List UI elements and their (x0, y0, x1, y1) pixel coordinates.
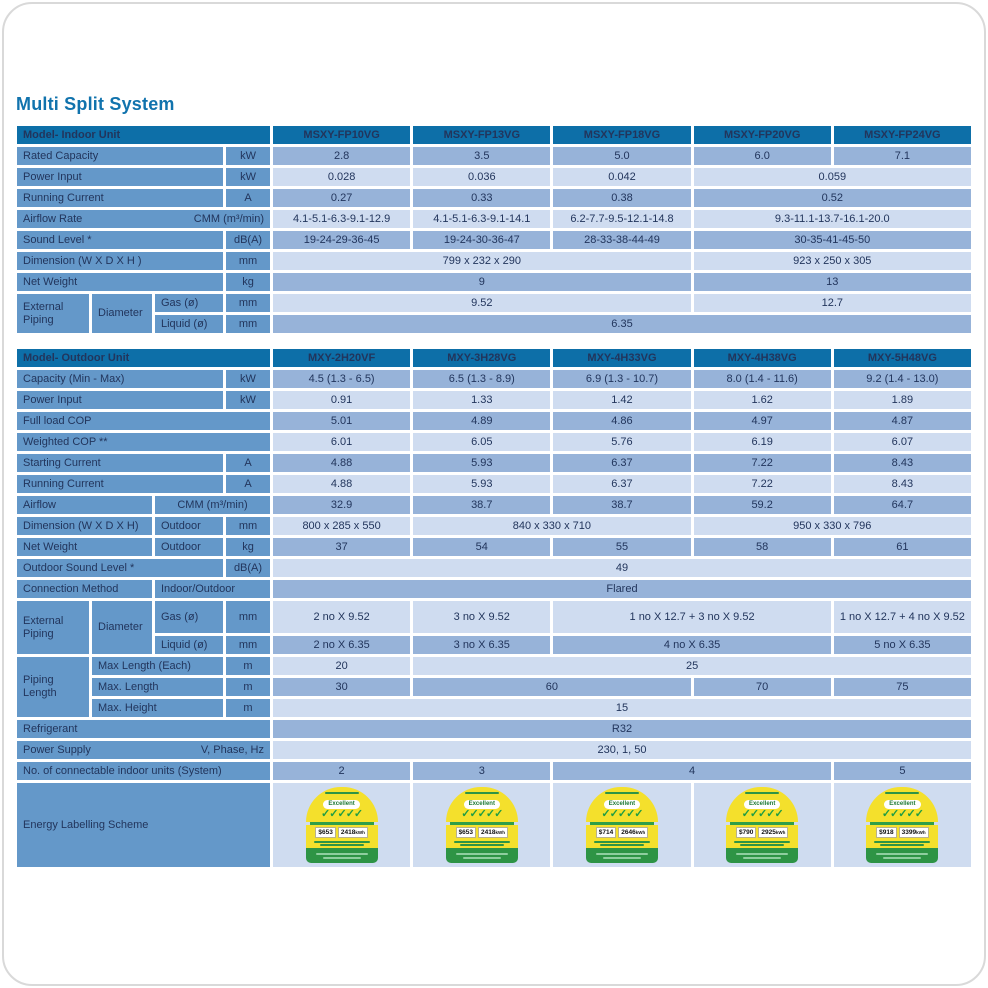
row-sublabel: Max. Height (92, 699, 223, 717)
annual-consumption (618, 827, 648, 838)
table-row (17, 601, 971, 633)
value-cell: 9.3-11.1-13.7-16.1-20.0 (694, 210, 971, 228)
row-label-text: Power Supply (23, 743, 91, 756)
value-cell: 7.1 (834, 147, 971, 165)
table-row (17, 678, 971, 696)
value-cell: 799 x 232 x 290 (273, 252, 691, 270)
value-cell: 5.0 (553, 147, 690, 165)
row-label: Net Weight (17, 273, 223, 291)
badge-values (866, 825, 938, 839)
value-cell: 30 (273, 678, 410, 696)
value-cell: 6.37 (553, 475, 690, 493)
value-cell: 5 no X 6.35 (834, 636, 971, 654)
outdoor-unit-table (14, 346, 974, 870)
row-label: Dimension (W X D X H) (17, 517, 152, 535)
value-cell: 37 (273, 538, 410, 556)
unit-label: V, Phase, Hz (200, 743, 264, 756)
value-cell: 4.1-5.1-6.3-9.1-12.9 (273, 210, 410, 228)
value-cell: 0.27 (273, 189, 410, 207)
table-row (17, 538, 971, 556)
badge-fine-print (306, 839, 378, 848)
value-cell: 1.62 (694, 391, 831, 409)
value-cell: 6.05 (413, 433, 550, 451)
value-cell: 8.0 (1.4 - 11.6) (694, 370, 831, 388)
table-row (17, 475, 971, 493)
value-cell: 64.7 (834, 496, 971, 514)
unit-label: dB(A) (226, 231, 270, 249)
column-header-model: MSXY-FP10VG (273, 126, 410, 144)
unit-label: mm (226, 294, 270, 312)
table-row (17, 657, 971, 675)
value-cell: 9.2 (1.4 - 13.0) (834, 370, 971, 388)
row-sublabel: Liquid (ø) (155, 315, 223, 333)
row-label: Power Input (17, 168, 223, 186)
value-cell: 6.9 (1.3 - 10.7) (553, 370, 690, 388)
row-sublabel: Diameter (92, 294, 152, 333)
value-cell: 4.89 (413, 412, 550, 430)
energy-ticks: ✓✓✓✓✓ (601, 807, 643, 820)
value-cell: 0.33 (413, 189, 550, 207)
table-row (17, 580, 971, 598)
value-cell: 7.22 (694, 454, 831, 472)
value-cell: 58 (694, 538, 831, 556)
value-cell: 0.38 (553, 189, 690, 207)
annual-consumption (478, 827, 508, 838)
value-cell: 4.1-5.1-6.3-9.1-14.1 (413, 210, 550, 228)
value-cell: 6.19 (694, 433, 831, 451)
value-cell: 3 no X 9.52 (413, 601, 550, 633)
value-cell: 4.97 (694, 412, 831, 430)
value-cell: 1.42 (553, 391, 690, 409)
badge-fine-print (726, 839, 798, 848)
value-cell: 8.43 (834, 475, 971, 493)
unit-label: CMM (m³/min) (155, 496, 270, 514)
unit-label: kg (226, 273, 270, 291)
column-header-model: MXY-3H28VG (413, 349, 550, 367)
unit-label: m (226, 678, 270, 696)
value-cell: 5.01 (273, 412, 410, 430)
value-cell: 38.7 (553, 496, 690, 514)
badge-fine-print (885, 792, 919, 794)
table-header-row (17, 126, 971, 144)
row-label: Outdoor Sound Level * (17, 559, 223, 577)
table-row (17, 762, 971, 780)
value-cell: 59.2 (694, 496, 831, 514)
badge-fine-print (605, 792, 639, 794)
value-cell: 38.7 (413, 496, 550, 514)
energy-ticks: ✓✓✓✓✓ (461, 807, 503, 820)
annual-consumption (758, 827, 788, 838)
row-label: Refrigerant (17, 720, 270, 738)
value-cell (413, 783, 550, 867)
unit-label: kW (226, 391, 270, 409)
energy-rating-text: Excellent (744, 800, 780, 809)
table-row (17, 433, 971, 451)
row-sublabel: Max Length (Each) (92, 657, 223, 675)
badge-dome (446, 787, 518, 821)
row-sublabel: Indoor/Outdoor (155, 580, 270, 598)
kwh-unit: kWh (916, 829, 926, 835)
value-cell: 54 (413, 538, 550, 556)
energy-label-badge (726, 787, 798, 862)
unit-label: CMM (m³/min) (193, 212, 265, 225)
row-label: Weighted COP ** (17, 433, 270, 451)
value-cell: 1.89 (834, 391, 971, 409)
energy-label-badge (866, 787, 938, 862)
spec-sheet (14, 94, 974, 880)
badge-footer (726, 848, 798, 863)
row-label: Connection Method (17, 580, 152, 598)
value-cell: 12.7 (694, 294, 971, 312)
badge-fine-print (465, 792, 499, 794)
row-label: Sound Level * (17, 231, 223, 249)
value-cell: 4 (553, 762, 830, 780)
value-cell: Flared (273, 580, 971, 598)
column-header-model: MSXY-FP13VG (413, 126, 550, 144)
table-row (17, 783, 971, 867)
energy-ticks: ✓✓✓✓✓ (321, 807, 363, 820)
value-cell: 6.01 (273, 433, 410, 451)
value-cell (273, 783, 410, 867)
value-cell: 3 no X 6.35 (413, 636, 550, 654)
unit-label: mm (226, 315, 270, 333)
table-row (17, 454, 971, 472)
unit-label: m (226, 699, 270, 717)
row-label: No. of connectable indoor units (System) (17, 762, 270, 780)
table-title: Model- Outdoor Unit (17, 349, 270, 367)
badge-dome (866, 787, 938, 821)
energy-label-badge (306, 787, 378, 862)
badge-fine-print (446, 839, 518, 848)
value-cell: 4.87 (834, 412, 971, 430)
kwh-unit: kWh (495, 829, 505, 835)
table-row (17, 315, 971, 333)
column-header-model: MXY-5H48VG (834, 349, 971, 367)
value-cell: 8.43 (834, 454, 971, 472)
value-cell: 923 x 250 x 305 (694, 252, 971, 270)
value-cell: 2 (273, 762, 410, 780)
row-label: Running Current (17, 475, 223, 493)
value-cell: 4 no X 6.35 (553, 636, 830, 654)
value-cell: 61 (834, 538, 971, 556)
row-label: Full load COP (17, 412, 270, 430)
row-label: Starting Current (17, 454, 223, 472)
energy-label-badge (446, 787, 518, 862)
row-label: Dimension (W X D X H ) (17, 252, 223, 270)
table-row (17, 720, 971, 738)
column-header-model: MXY-2H20VF (273, 349, 410, 367)
badge-values (306, 825, 378, 839)
column-header-model: MXY-4H33VG (553, 349, 690, 367)
badge-values (586, 825, 658, 839)
row-sublabel: Diameter (92, 601, 152, 654)
kwh-unit: kWh (355, 829, 365, 835)
table-row (17, 636, 971, 654)
energy-rating-text: Excellent (884, 800, 920, 809)
unit-label: mm (226, 601, 270, 633)
value-cell: 6.2-7.7-9.5-12.1-14.8 (553, 210, 690, 228)
value-cell: 5.93 (413, 454, 550, 472)
indoor-unit-table (14, 123, 974, 336)
energy-rating-text: Excellent (323, 800, 359, 809)
value-cell: 0.036 (413, 168, 550, 186)
value-cell: 5 (834, 762, 971, 780)
value-cell: 6.35 (273, 315, 971, 333)
kwh-unit: kWh (775, 829, 786, 835)
value-cell: 13 (694, 273, 971, 291)
energy-ticks: ✓✓✓✓✓ (741, 807, 783, 820)
row-label: Energy Labelling Scheme (17, 783, 270, 867)
table-header-row (17, 349, 971, 367)
row-label: Net Weight (17, 538, 152, 556)
value-cell: 7.22 (694, 475, 831, 493)
value-cell: 230, 1, 50 (273, 741, 971, 759)
annual-cost: $714 (596, 827, 616, 838)
value-cell: 9 (273, 273, 691, 291)
value-cell: 30-35-41-45-50 (694, 231, 971, 249)
row-sublabel: Gas (ø) (155, 294, 223, 312)
energy-label-badge (586, 787, 658, 862)
value-cell: 6.07 (834, 433, 971, 451)
unit-label: A (226, 475, 270, 493)
row-sublabel: Max. Length (92, 678, 223, 696)
value-cell: 840 x 330 x 710 (413, 517, 690, 535)
table-row (17, 559, 971, 577)
annual-cost: $653 (456, 827, 476, 838)
row-label (17, 210, 270, 228)
kwh-value: 2418 (340, 828, 356, 836)
row-label: Power Input (17, 391, 223, 409)
value-cell: 75 (834, 678, 971, 696)
badge-fine-print (745, 792, 779, 794)
row-label-text: Airflow Rate (23, 212, 83, 225)
value-cell: 5.76 (553, 433, 690, 451)
badge-dome (726, 787, 798, 821)
annual-consumption (338, 827, 368, 838)
value-cell (834, 783, 971, 867)
value-cell: 4.5 (1.3 - 6.5) (273, 370, 410, 388)
row-label: Piping Length (17, 657, 89, 717)
table-row (17, 273, 971, 291)
unit-label: A (226, 454, 270, 472)
value-cell: 6.5 (1.3 - 8.9) (413, 370, 550, 388)
value-cell: 2 no X 9.52 (273, 601, 410, 633)
row-label (17, 741, 270, 759)
unit-label: kW (226, 168, 270, 186)
row-label: Airflow (17, 496, 152, 514)
unit-label: kW (226, 370, 270, 388)
row-label: Capacity (Min - Max) (17, 370, 223, 388)
kwh-value: 2646 (621, 828, 636, 836)
unit-label: mm (226, 252, 270, 270)
unit-label: mm (226, 517, 270, 535)
value-cell: 6.37 (553, 454, 690, 472)
table-row (17, 370, 971, 388)
value-cell: 28-33-38-44-49 (553, 231, 690, 249)
badge-dome (586, 787, 658, 821)
kwh-value: 3399 (901, 828, 917, 836)
value-cell: 9.52 (273, 294, 691, 312)
value-cell: 0.042 (553, 168, 690, 186)
value-cell (553, 783, 690, 867)
value-cell: 70 (694, 678, 831, 696)
value-cell: 19-24-29-36-45 (273, 231, 410, 249)
row-label: External Piping (17, 601, 89, 654)
row-label: External Piping (17, 294, 89, 333)
value-cell: 60 (413, 678, 690, 696)
table-row (17, 294, 971, 312)
value-cell: 5.93 (413, 475, 550, 493)
annual-cost: $790 (736, 827, 756, 838)
unit-label: kg (226, 538, 270, 556)
table-row (17, 699, 971, 717)
table-row (17, 391, 971, 409)
column-header-model: MSXY-FP24VG (834, 126, 971, 144)
value-cell: R32 (273, 720, 971, 738)
value-cell: 0.059 (694, 168, 971, 186)
value-cell: 1.33 (413, 391, 550, 409)
badge-dome (306, 787, 378, 821)
row-sublabel: Outdoor (155, 538, 223, 556)
row-sublabel: Liquid (ø) (155, 636, 223, 654)
unit-label: kW (226, 147, 270, 165)
value-cell: 950 x 330 x 796 (694, 517, 971, 535)
value-cell: 55 (553, 538, 690, 556)
table-title: Model- Indoor Unit (17, 126, 270, 144)
unit-label: A (226, 189, 270, 207)
badge-footer (866, 848, 938, 863)
badge-values (726, 825, 798, 839)
value-cell: 1 no X 12.7 + 3 no X 9.52 (553, 601, 830, 633)
page-title: Multi Split System (16, 94, 175, 114)
table-row (17, 517, 971, 535)
annual-cost: $918 (876, 827, 896, 838)
value-cell: 800 x 285 x 550 (273, 517, 410, 535)
badge-fine-print (586, 839, 658, 848)
table-row (17, 412, 971, 430)
value-cell: 49 (273, 559, 971, 577)
table-row (17, 189, 971, 207)
row-label: Rated Capacity (17, 147, 223, 165)
annual-cost: $653 (315, 827, 335, 838)
table-row (17, 252, 971, 270)
value-cell: 25 (413, 657, 971, 675)
value-cell: 4.88 (273, 454, 410, 472)
table-row (17, 168, 971, 186)
badge-values (446, 825, 518, 839)
energy-rating-text: Excellent (464, 800, 500, 809)
badge-footer (446, 848, 518, 863)
badge-footer (306, 848, 378, 863)
value-cell: 19-24-30-36-47 (413, 231, 550, 249)
kwh-unit: kWh (635, 829, 646, 835)
table-row (17, 231, 971, 249)
table-row (17, 496, 971, 514)
value-cell: 2.8 (273, 147, 410, 165)
value-cell: 20 (273, 657, 410, 675)
value-cell (694, 783, 831, 867)
value-cell: 2 no X 6.35 (273, 636, 410, 654)
value-cell: 32.9 (273, 496, 410, 514)
column-header-model: MSXY-FP20VG (694, 126, 831, 144)
value-cell: 4.88 (273, 475, 410, 493)
row-label: Running Current (17, 189, 223, 207)
value-cell: 6.0 (694, 147, 831, 165)
value-cell: 0.91 (273, 391, 410, 409)
value-cell: 3 (413, 762, 550, 780)
kwh-value: 2418 (481, 828, 496, 836)
table-row (17, 210, 971, 228)
value-cell: 0.52 (694, 189, 971, 207)
value-cell: 3.5 (413, 147, 550, 165)
value-cell: 15 (273, 699, 971, 717)
column-header-model: MXY-4H38VG (694, 349, 831, 367)
energy-rating-text: Excellent (604, 800, 640, 809)
column-header-model: MSXY-FP18VG (553, 126, 690, 144)
value-cell: 4.86 (553, 412, 690, 430)
annual-consumption (899, 827, 929, 838)
energy-ticks: ✓✓✓✓✓ (881, 807, 923, 820)
unit-label: dB(A) (226, 559, 270, 577)
badge-fine-print (866, 839, 938, 848)
badge-fine-print (325, 792, 359, 794)
table-row (17, 147, 971, 165)
row-sublabel: Gas (ø) (155, 601, 223, 633)
unit-label: m (226, 657, 270, 675)
value-cell: 0.028 (273, 168, 410, 186)
kwh-value: 2925 (761, 828, 776, 836)
table-row (17, 741, 971, 759)
row-sublabel: Outdoor (155, 517, 223, 535)
value-cell: 1 no X 12.7 + 4 no X 9.52 (834, 601, 971, 633)
unit-label: mm (226, 636, 270, 654)
badge-footer (586, 848, 658, 863)
